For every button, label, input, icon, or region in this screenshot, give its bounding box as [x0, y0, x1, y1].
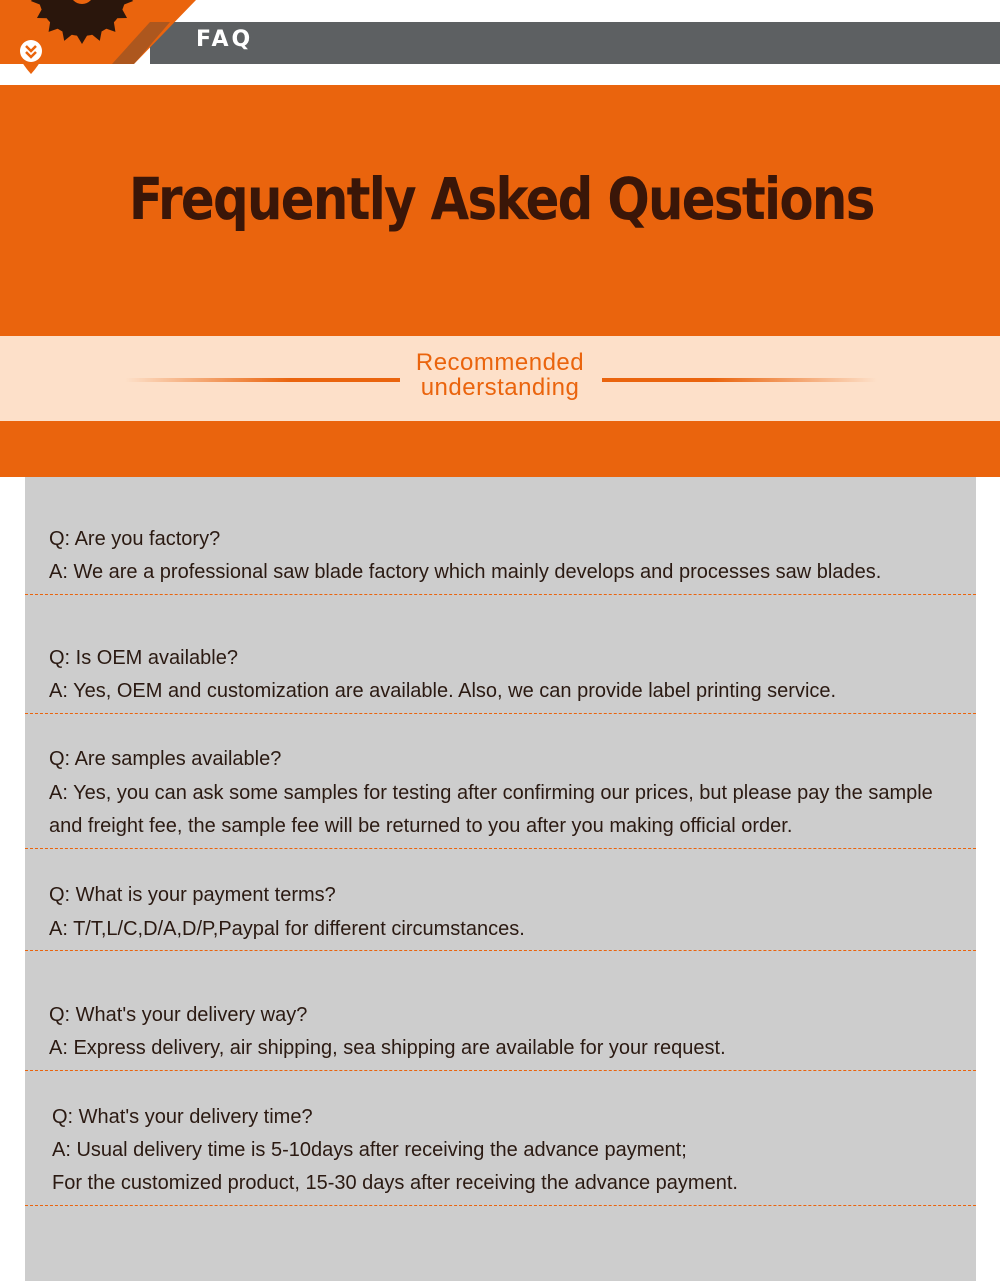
subtitle-line-right [602, 378, 877, 382]
faq-divider [25, 848, 976, 849]
subtitle-line-left [125, 378, 400, 382]
header [0, 0, 1000, 85]
subtitle-line-2: understanding [420, 374, 580, 401]
faq-divider [25, 713, 976, 714]
subtitle [390, 350, 610, 400]
faq-question: Q: Is OEM available? [49, 647, 238, 669]
faq-question: Q: Are you factory? [49, 528, 221, 550]
subtitle-line-1: Recommended [415, 349, 585, 376]
faq-question: Q: What is your payment terms? [49, 884, 336, 906]
faq-answer: A: Yes, OEM and customization are available. Also, we can provide label printing service. [49, 680, 837, 702]
faq-answer: A: Express delivery, air shipping, sea shipping are available for your request. [49, 1037, 726, 1059]
faq-question: Q: What's your delivery time? [52, 1106, 313, 1128]
faq-answer: A: Yes, you can ask some samples for testing after confirming our prices, but please pay the sample and freight fee, the sample fee will be returned to you after you making official order. [49, 782, 933, 837]
banner [0, 85, 1000, 336]
subtitle-band [0, 336, 1000, 421]
header-bar [150, 22, 1000, 64]
faq-divider [25, 1070, 976, 1071]
orange-strip [0, 421, 1000, 477]
faq-divider [25, 594, 976, 595]
faq-answer: A: Usual delivery time is 5-10days after receiving the advance payment; [52, 1139, 687, 1161]
page-title: Frequently Asked Questions [128, 165, 874, 233]
faq-answer-continued: For the customized product, 15-30 days after receiving the advance payment. [52, 1172, 738, 1194]
map-pin-icon [15, 36, 47, 78]
faq-question: Q: What's your delivery way? [49, 1004, 308, 1026]
faq-answer: A: T/T,L/C,D/A,D/P,Paypal for different circumstances. [49, 918, 525, 940]
faq-divider [25, 950, 976, 951]
faq-panel [25, 477, 976, 1281]
faq-divider [25, 1205, 976, 1206]
faq-question: Q: Are samples available? [49, 748, 282, 770]
faq-answer: A: We are a professional saw blade factory which mainly develops and processes saw blades. [49, 561, 882, 583]
header-title: FAQ [196, 27, 254, 52]
